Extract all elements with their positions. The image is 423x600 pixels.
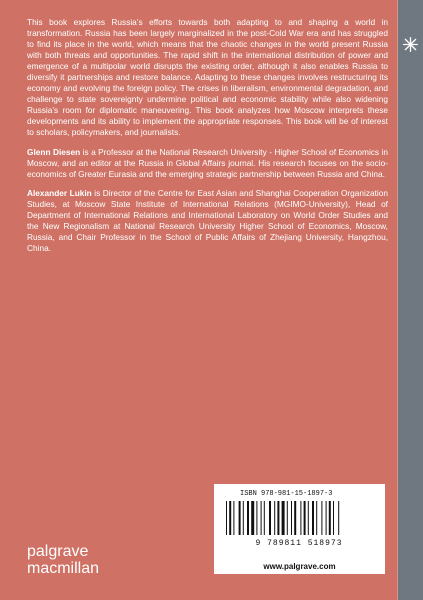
barcode bbox=[222, 501, 376, 547]
author-bio-2 bbox=[27, 188, 388, 254]
author-bio-1 bbox=[27, 147, 388, 180]
barcode-bars bbox=[222, 501, 376, 541]
author-name-1: Glenn Diesen bbox=[27, 147, 81, 157]
author-name-2: Alexander Lukin bbox=[27, 188, 92, 198]
author-bio-text-1: is a Professor at the National Research University - Higher School of Economics in Moscow, and an editor at the Russia in Global Affairs journal. His research focuses on the socio-economics of Greater Eurasia and the emerging strategic partnership between Russia and China. bbox=[27, 147, 388, 179]
back-cover-text bbox=[27, 17, 388, 262]
publisher-logo bbox=[27, 544, 99, 577]
publisher-website: www.palgrave.com bbox=[214, 560, 385, 574]
publisher-name-line1: palgrave bbox=[27, 543, 89, 560]
barcode-digits: 9 789811 518973 bbox=[255, 539, 343, 548]
isbn-label: ISBN 978-981-15-1897-3 bbox=[240, 490, 333, 498]
book-spine bbox=[397, 0, 423, 600]
publisher-name-line2: macmillan bbox=[27, 560, 100, 577]
palgrave-star-icon bbox=[402, 36, 419, 53]
isbn-barcode-box bbox=[214, 484, 385, 560]
author-bio-text-2: is Director of the Centre for East Asian and Shanghai Cooperation Organization Studies, at Moscow State Institute of International Relations (MGIMO-University), Head of Department of International Relations and International Laboratory on World Order Studies and the New Regionalism at National Research University Higher School of Economics, Moscow, Russia, and Chair Professor in the School of Public Affairs of Zhejiang University, Hangzhou, China. bbox=[27, 188, 388, 253]
book-description: This book explores Russia’s efforts towards both adapting to and shaping a world in transformation. Russia has been largely marginalized in the post-Cold War era and has struggled to find its place in the world, which means that the chaotic changes in the world present Russia with both threats and opportunities. The rapid shift in the international distribution of power and emergence of a multipolar world disrupts the existing order, although it also enables Russia to diversify it partnerships and restore balance. Adapting to these changes involves restructuring its economy and evolving the foreign policy. The crises in liberalism, environmental degradation, and challenge to state sovereignty undermine political and economic stability while also widening Russia’s room for diplomatic maneuvering. This book analyzes how Moscow interprets these developments and its ability to implement the appropriate responses. This book will be of interest to scholars, policymakers, and journalists. bbox=[27, 17, 388, 137]
